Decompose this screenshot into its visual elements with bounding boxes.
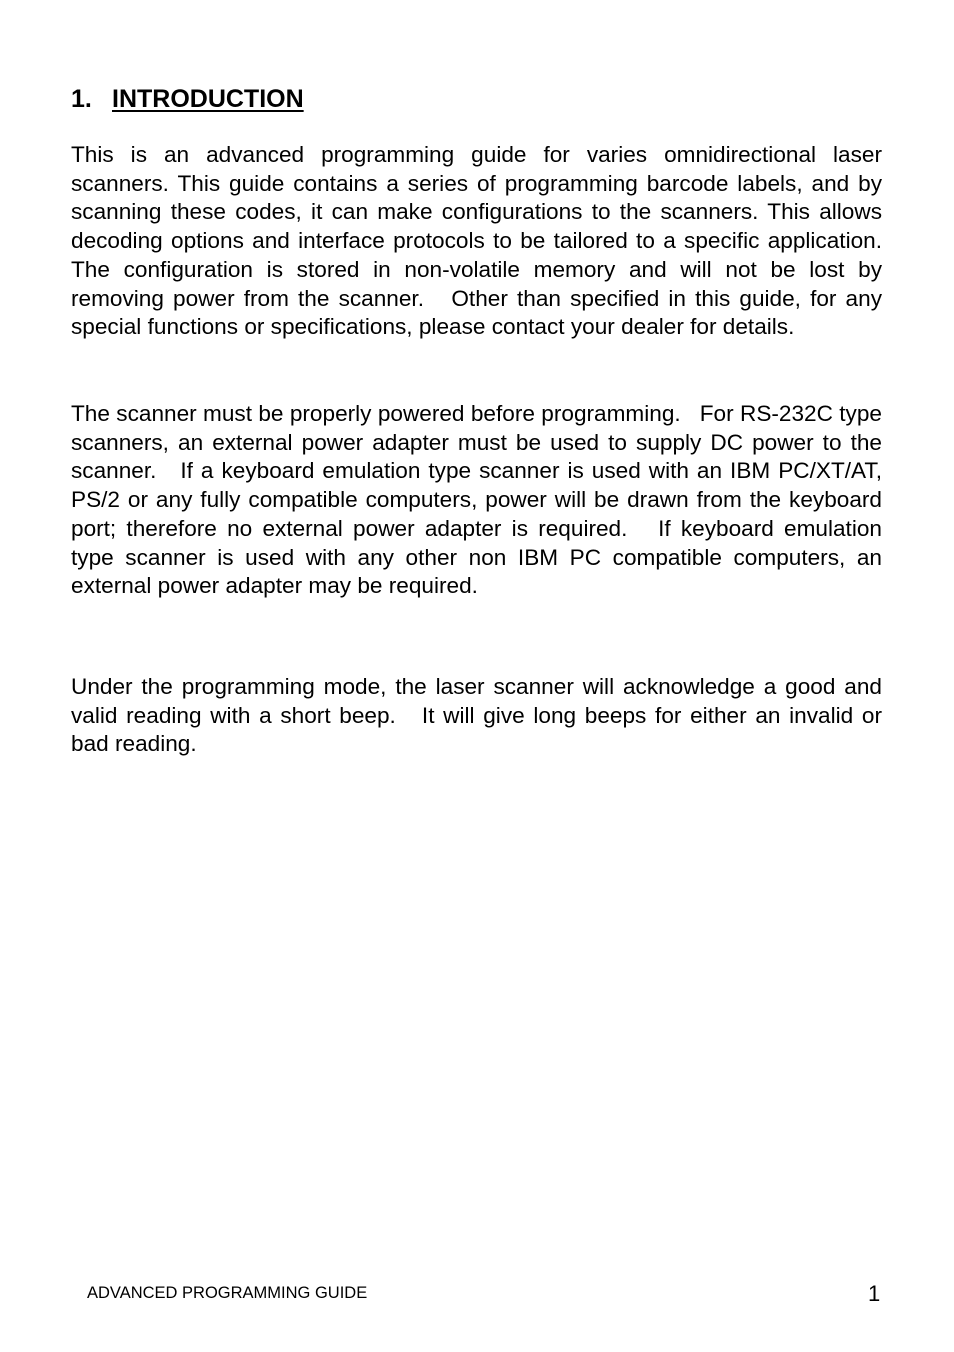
page-number: 1 bbox=[868, 1281, 881, 1306]
section-number: 1. bbox=[71, 85, 92, 113]
section-heading bbox=[71, 84, 304, 114]
power-paragraph: The scanner must be properly powered before programming. For RS-232C type scanners, an external power adapter must be used to supply DC power to the scanner. If a keyboard emulation type scanner is used with an IBM PC/XT/AT, PS/2 or any fully compatible computers, power will be drawn from the keyboard port; therefore no external power adapter is required. If keyboard emulation type scanner is used with any other non IBM PC compatible computers, an external power adapter may be required. bbox=[71, 401, 889, 599]
beep-paragraph: Under the programming mode, the laser scanner will acknowledge a good and valid reading with a short beep. It will give long beeps for either an invalid or bad reading. bbox=[71, 674, 889, 757]
footer-title: ADVANCED PROGRAMMING GUIDE bbox=[87, 1284, 368, 1302]
section-title: INTRODUCTION bbox=[112, 85, 304, 113]
intro-paragraph: This is an advanced programming guide for varies omnidirectional laser scanners. This guide contains a series of programming barcode labels, and by scanning these codes, it can make configurations to the scanners. This allows decoding options and interface protocols to be tailored to a specific application. The configuration is stored in non-volatile memory and will not be lost by removing power from the scanner. Other than specified in this guide, for any special functions or specifications, please contact your dealer for details. bbox=[71, 142, 901, 340]
